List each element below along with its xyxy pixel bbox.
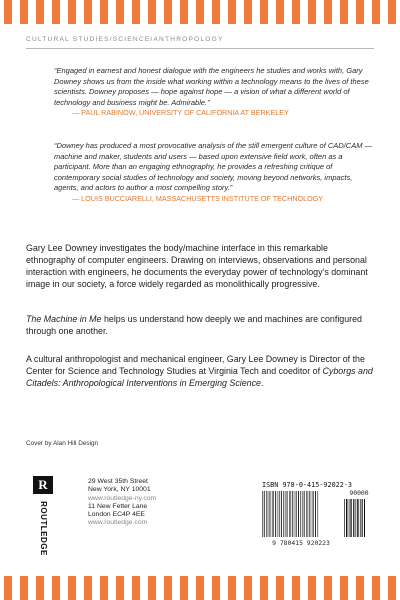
barcode-bar <box>262 491 263 537</box>
stripe <box>180 0 188 24</box>
cover-design-credit: Cover by Alan Hill Design <box>26 440 99 447</box>
barcode-bar <box>312 491 313 537</box>
quote-text: “Engaged in earnest and honest dialogue with the engineers he studies and works with, Gary Downey shows us from the inside what working within a technology means to the lives of these scientists. Downey proposes — hope against hope — a vision of what a different world of technology and business might be. Admirable.” <box>54 66 369 107</box>
stripe <box>324 0 332 24</box>
stripe <box>356 576 364 600</box>
summary-text: helps us understand how deeply we and machines are configured through one another. <box>26 314 362 336</box>
stripe <box>324 576 332 600</box>
stripe <box>52 0 60 24</box>
stripe <box>308 576 316 600</box>
coedited-book-title: Cyborgs and Citadels: Anthropological Interventions in Emerging Science <box>26 366 373 388</box>
barcode-bar <box>289 491 290 537</box>
barcode-bar <box>351 499 352 537</box>
top-stripe-band <box>0 0 400 24</box>
addon-barcode-bars <box>344 499 374 537</box>
us-city: New York, NY 10001 <box>88 486 151 494</box>
publisher-addresses <box>88 478 156 528</box>
bio-text: A cultural anthropologist and mechanical engineer, Gary Lee Downey is Director of the Center for Science and Technology Studies at Virginia Tech and coeditor of <box>26 354 365 376</box>
isbn-barcode <box>262 489 374 547</box>
stripe <box>84 576 92 600</box>
barcode-digits: 9 780415 920223 <box>262 539 340 547</box>
uk-city: London EC4P 4EE <box>88 511 145 519</box>
stripe <box>36 0 44 24</box>
barcode-bar <box>348 499 349 537</box>
stripe <box>100 576 108 600</box>
barcode-bars <box>262 491 340 537</box>
barcode-bar <box>306 491 307 537</box>
uk-street: 11 New Fetter Lane <box>88 502 148 510</box>
barcode-bar <box>273 491 274 537</box>
barcode-bar <box>315 491 316 537</box>
uk-website: www.routledge.com <box>88 519 148 527</box>
barcode-bar <box>278 491 279 537</box>
stripe <box>20 0 28 24</box>
stripe <box>244 0 252 24</box>
stripe <box>68 0 76 24</box>
stripe <box>4 576 12 600</box>
stripe <box>244 576 252 600</box>
stripe <box>132 0 140 24</box>
summary-paragraph <box>26 313 376 337</box>
barcode-bar <box>364 499 365 537</box>
stripe <box>164 0 172 24</box>
author-bio-paragraph <box>26 353 376 389</box>
barcode-bar <box>350 499 351 537</box>
logo-wordmark: ROUTLEDGE <box>38 500 48 556</box>
stripe <box>148 576 156 600</box>
barcode-bar <box>308 491 309 537</box>
barcode-bar <box>291 491 292 537</box>
stripe <box>340 576 348 600</box>
stripe <box>52 576 60 600</box>
endorsement-quote-1 <box>54 66 374 119</box>
endorsement-quote-2 <box>54 141 374 204</box>
barcode-bar <box>296 491 297 537</box>
barcode-bar <box>357 499 358 537</box>
logo-letter: R <box>33 476 53 494</box>
quote-attribution: — LOUIS BUCCIARELLI, MASSACHUSETTS INSTITUTE OF TECHNOLOGY <box>72 193 324 203</box>
addon-digits: 90000 <box>349 489 369 497</box>
barcode-bar <box>292 491 293 537</box>
stripe <box>276 576 284 600</box>
stripe <box>292 576 300 600</box>
stripe <box>212 0 220 24</box>
barcode-bar <box>279 491 280 537</box>
barcode-bar <box>309 491 310 537</box>
barcode-bar <box>281 491 282 537</box>
barcode-bar <box>300 491 301 537</box>
stripe <box>116 0 124 24</box>
stripe <box>372 576 380 600</box>
stripe <box>388 576 396 600</box>
stripe <box>228 0 236 24</box>
quote-text: “Downey has produced a most provocative analysis of the still emergent culture of CAD/CAM — machine and maker, students and users — based upon extensive field work, often as a participant. More than an engaging ethnography, he provides a refreshing critique of contemporary social studies of technology and society, moving beyond networks, impacts, agents, and actors to author a most compelling story.” <box>54 141 373 192</box>
stripe <box>100 0 108 24</box>
us-street: 29 West 35th Street <box>88 478 148 485</box>
barcode-bar <box>355 499 356 537</box>
stripe <box>148 0 156 24</box>
stripe <box>260 576 268 600</box>
quote-attribution: — PAUL RABINOW, UNIVERSITY OF CALIFORNIA AT BERKELEY <box>72 108 289 117</box>
stripe <box>196 576 204 600</box>
stripe <box>132 576 140 600</box>
header-rule <box>26 48 374 49</box>
barcode-bar <box>272 491 273 537</box>
barcode-bar <box>344 499 345 537</box>
routledge-logo <box>33 476 53 574</box>
stripe <box>276 0 284 24</box>
stripe <box>228 576 236 600</box>
barcode-bar <box>275 491 276 537</box>
book-title: The Machine in Me <box>26 314 102 324</box>
barcode-bar <box>283 491 284 537</box>
barcode-bar <box>266 491 267 537</box>
stripe <box>68 576 76 600</box>
isbn-label: ISBN 978-0-415-92022-3 <box>262 481 353 489</box>
stripe <box>356 0 364 24</box>
stripe <box>84 0 92 24</box>
description-paragraph: Gary Lee Downey investigates the body/machine interface in this remarkable ethnography of computer engineers. Drawing on interviews, observations and personal interaction with engineers, he documents the everyday power of technology’s dominant image in our society, a force widely regarded as monolithically progressive. <box>26 243 368 289</box>
barcode-bar <box>360 499 361 537</box>
stripe <box>180 576 188 600</box>
bottom-stripe-band <box>0 576 400 600</box>
stripe <box>212 576 220 600</box>
barcode-bar <box>295 491 296 537</box>
barcode-bar <box>264 491 265 537</box>
stripe <box>308 0 316 24</box>
us-website: www.routledge-ny.com <box>88 494 157 502</box>
barcode-bar <box>298 491 299 537</box>
stripe <box>164 576 172 600</box>
stripe <box>372 0 380 24</box>
barcode-bar <box>346 499 347 537</box>
stripe <box>260 0 268 24</box>
barcode-bar <box>287 491 288 537</box>
barcode-bar <box>318 491 319 537</box>
stripe <box>388 0 396 24</box>
barcode-bar <box>358 499 359 537</box>
barcode-bar <box>313 491 314 537</box>
bio-end: . <box>261 378 264 388</box>
stripe <box>340 0 348 24</box>
barcode-bar <box>353 499 354 537</box>
stripe <box>4 0 12 24</box>
series-category-label: CULTURAL STUDIES/SCIENCE/ANTHROPOLOGY <box>26 36 224 43</box>
stripe <box>20 576 28 600</box>
stripe <box>292 0 300 24</box>
barcode-bar <box>268 491 269 537</box>
barcode-bar <box>362 499 363 537</box>
stripe <box>196 0 204 24</box>
barcode-bar <box>285 491 286 537</box>
stripe <box>116 576 124 600</box>
barcode-bar <box>270 491 271 537</box>
barcode-bar <box>302 491 303 537</box>
barcode-bar <box>304 491 305 537</box>
stripe <box>36 576 44 600</box>
